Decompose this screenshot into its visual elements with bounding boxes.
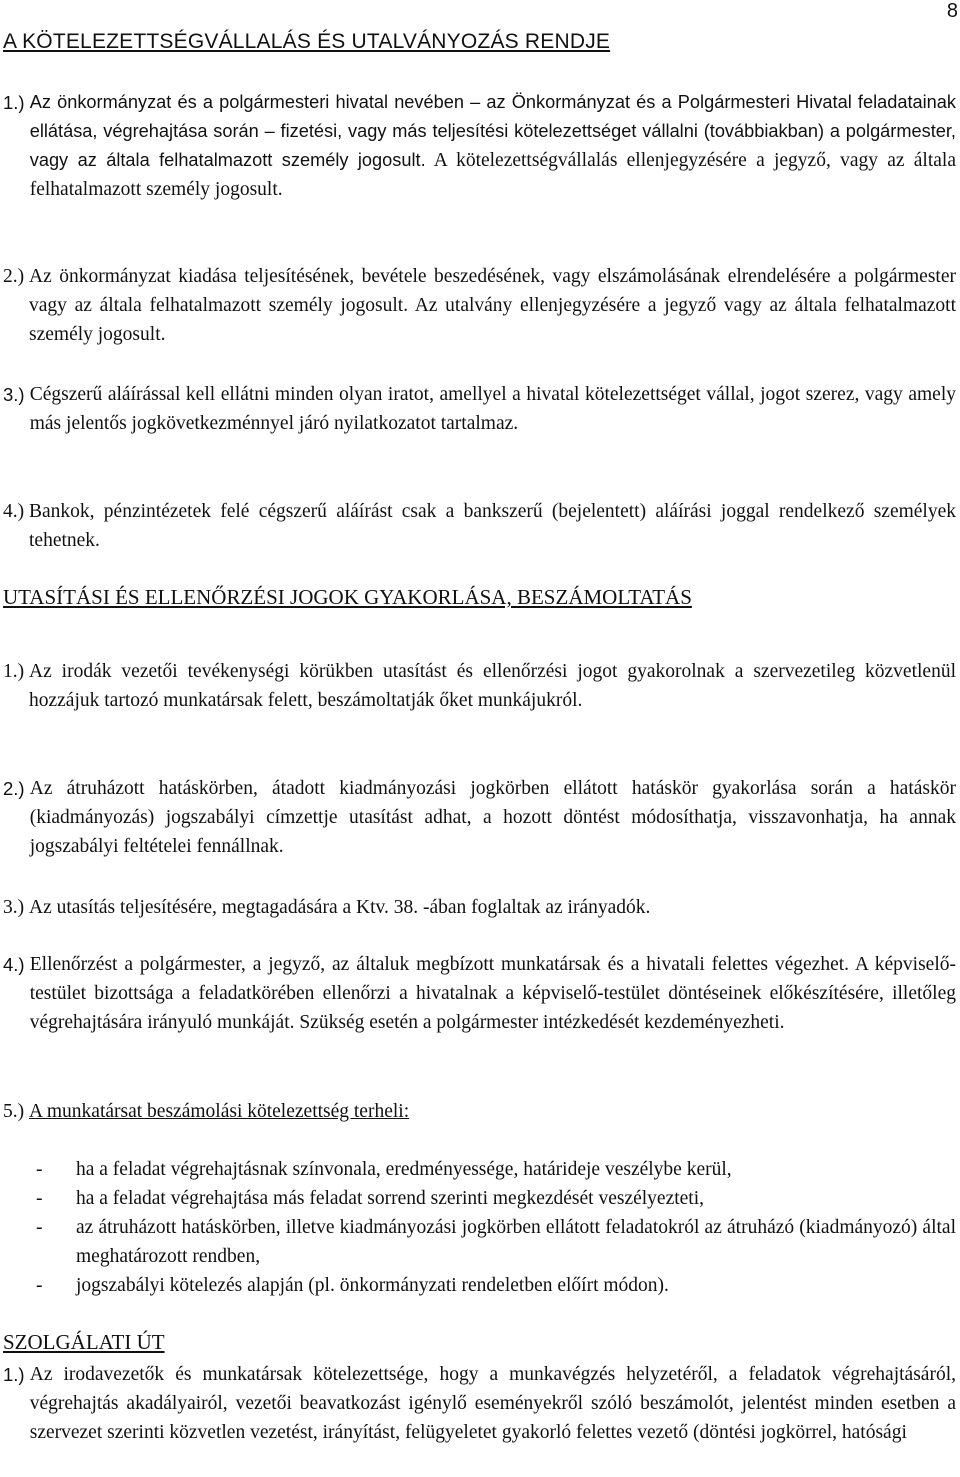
paragraph-1-4 xyxy=(3,497,956,555)
list-item-text: ha a feladat végrehajtásnak színvonala, eredményessége, határideje veszélybe kerül, xyxy=(76,1159,732,1180)
paragraph-2-4 xyxy=(3,950,956,1037)
item-number: 1.) xyxy=(3,92,30,113)
paragraph-2-5 xyxy=(3,1097,956,1126)
list-item-text: ha a feladat végrehajtása más feladat sorrend szerinti megkezdését veszélyezteti, xyxy=(76,1188,705,1209)
paragraph-text: Az önkormányzat és a polgármesteri hivatal nevében – az Önkormányzat és a Polgármesteri Hivatal feladatainak ellátása, végrehajtása során – fizetési, vagy más teljesítési kötelezettséget vállalni (továbbiakban) a polgármester, vagy az általa felhatalmazott személy jogosult. xyxy=(29,92,956,170)
dash-bullet: - xyxy=(36,1275,43,1296)
dash-bullet: - xyxy=(36,1159,43,1180)
item-number: 1.) xyxy=(3,661,29,682)
item-number: 2.) xyxy=(3,778,30,799)
list-item-text: az átruházott hatáskörben, illetve kiadmányozási jogkörben ellátott feladatokról az átruházó (kiadmányozó) által meghatározott rendben, xyxy=(76,1217,956,1267)
list-item xyxy=(36,1213,956,1271)
list-item xyxy=(36,1184,956,1213)
paragraph-text: Az irodavezetők és munkatársak kötelezettsége, hogy a munkavégzés helyzetéről, a feladatok végrehajtásáról, végrehajtás akadályairól, vezetői beavatkozást igénylő eseményekről szóló beszámolót, jelentést minden esetben a szervezet szerinti közvetlen vezetést, irányítást, felügyeletet gyakorló felettes vezető (döntési jogkörrel, hatósági xyxy=(29,1364,956,1443)
paragraph-2-1 xyxy=(3,657,956,715)
section-heading-commitment: A KÖTELEZETTSÉGVÁLLALÁS ÉS UTALVÁNYOZÁS RENDJE xyxy=(3,30,611,53)
paragraph-text: Az önkormányzat kiadása teljesítésének, bevétele beszedésének, vagy elszámolásának elrendelésére a polgármester vagy az általa felhatalmazott személy jogosult. Az utalvány ellenjegyzésére a jegyző vagy az általa felhatalmazott személy jogosult. xyxy=(29,266,956,345)
paragraph-3-1 xyxy=(3,1360,956,1447)
paragraph-text: Ellenőrzést a polgármester, a jegyző, az általuk megbízott munkatársak és a hivatali felettes végezhet. A képviselő-testület bizottsága a feladatkörében ellenőrzi a hivatalnak a képviselő-testület döntéseinek előkészítésére, illetőleg végrehajtására irányuló munkáját. Szükség esetén a polgármester intézkedését kezdeményezheti. xyxy=(29,954,956,1033)
paragraph-text: Az irodák vezetői tevékenységi körükben utasítást és ellenőrzési jogot gyakorolnak a szervezetileg közvetlenül hozzájuk tartozó munkatársak felett, beszámoltatják őket munkájukról. xyxy=(29,661,956,711)
item-number: 4.) xyxy=(3,501,29,522)
paragraph-1-1 xyxy=(3,88,956,204)
item-number: 5.) xyxy=(3,1101,29,1122)
paragraph-text: A munkatársat beszámolási kötelezettség terheli: xyxy=(29,1101,410,1122)
list-item xyxy=(36,1155,956,1184)
dash-bullet: - xyxy=(36,1188,43,1209)
paragraph-text: Az utasítás teljesítésére, megtagadására a Ktv. 38. -ában foglaltak az irányadók. xyxy=(29,897,651,918)
paragraph-text: Az átruházott hatáskörben, átadott kiadmányozási jogkörben ellátott hatáskör gyakorlása során a hatáskör (kiadmányozás) jogszabályi címzettje utasítást adhat, a hozott döntést módosíthatja, visszavonhatja, ha annak jogszabályi feltételei fennállnak. xyxy=(29,778,956,857)
paragraph-2-2 xyxy=(3,774,956,861)
paragraph-1-2 xyxy=(3,262,956,349)
dash-list xyxy=(36,1155,956,1300)
list-item-text: jogszabályi kötelezés alapján (pl. önkormányzati rendeletben előírt módon). xyxy=(76,1275,669,1296)
dash-bullet: - xyxy=(36,1217,43,1238)
paragraph-2-3 xyxy=(3,893,956,922)
paragraph-1-3 xyxy=(3,380,956,438)
item-number: 4.) xyxy=(3,954,30,975)
page-number: 8 xyxy=(946,0,958,22)
item-number: 1.) xyxy=(3,1364,30,1385)
item-number: 2.) xyxy=(3,266,29,287)
paragraph-text: Bankok, pénzintézetek felé cégszerű aláírást csak a bankszerű (bejelentett) aláírási joggal rendelkező személyek tehetnek. xyxy=(29,501,956,551)
paragraph-text: A kötelezettségvállalás ellenjegyzésére a jegyző, vagy az általa felhatalmazott személy jogosult. xyxy=(29,150,956,200)
paragraph-text: Cégszerű aláírással kell ellátni minden olyan iratot, amellyel a hivatal kötelezettséget vállal, jogot szerez, vagy amely más jelentős jogkövetkezménnyel járó nyilatkozatot tartalmaz. xyxy=(29,384,956,434)
item-number: 3.) xyxy=(3,897,29,918)
section-heading-official-channel: SZOLGÁLATI ÚT xyxy=(3,1330,165,1354)
item-number: 3.) xyxy=(3,384,30,405)
list-item xyxy=(36,1271,956,1300)
section-heading-instruction: UTASÍTÁSI ÉS ELLENŐRZÉSI JOGOK GYAKORLÁSA, BESZÁMOLTATÁS xyxy=(3,585,692,609)
